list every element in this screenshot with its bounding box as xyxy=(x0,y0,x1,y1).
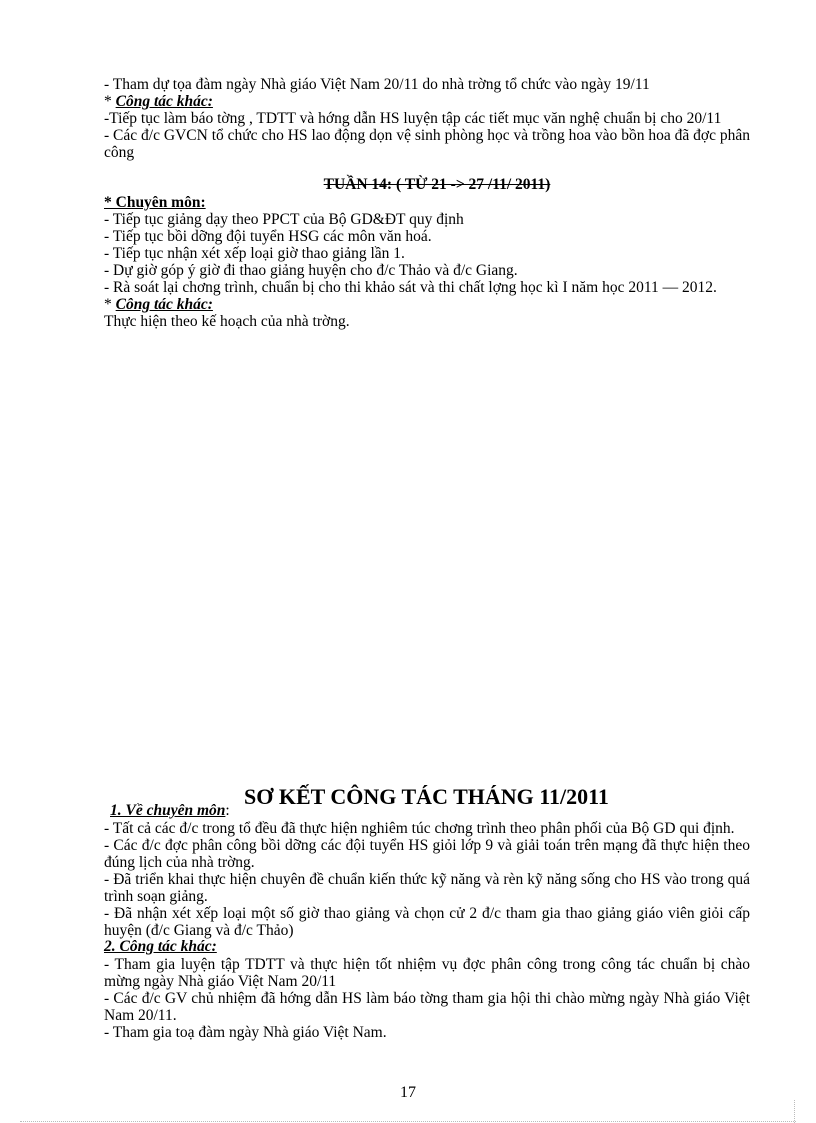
list-item: - Tất cả các đ/c trong tổ đều đã thực hiện nghiêm túc chơng trình theo phân phối của Bộ GD qui định. xyxy=(104,820,735,837)
list-item: - Các đ/c GV chủ nhiệm đã hớng dẫn HS làm báo tờng tham gia hội thi chào mừng ngày Nhà giáo Việt Nam 20/11. xyxy=(104,990,750,1024)
page-border-dotted xyxy=(20,1121,796,1122)
list-item: - Các đ/c đợc phân công bồi dỡng các đội tuyển HS giỏi lớp 9 và giải toán trên mạng đã thực hiện theo đúng lịch của nhà trờng. xyxy=(104,837,750,871)
summary-title: SƠ KẾT CÔNG TÁC THÁNG 11/2011 xyxy=(244,784,609,809)
list-item: - Rà soát lại chơng trình, chuẩn bị cho thi khảo sát và thi chất lợng học kì I năm học 2011 — 2012. xyxy=(104,279,717,296)
section-heading-other: * Công tác khác: xyxy=(104,93,213,110)
paragraph: Thực hiện theo kế hoạch của nhà trờng. xyxy=(104,313,350,330)
list-item: - Dự giờ góp ý giờ đi thao giảng huyện cho đ/c Thảo và đ/c Giang. xyxy=(104,262,518,279)
week-heading: TUẦN 14: ( TỪ 21 -> 27 /11/ 2011) xyxy=(323,176,551,193)
list-item: - Tiếp tục giảng dạy theo PPCT của Bộ GD&ĐT quy định xyxy=(104,211,464,228)
page-border-corner xyxy=(794,1100,795,1123)
section-heading-other: 2. Công tác khác: xyxy=(104,938,217,955)
summary-body xyxy=(104,803,750,1041)
paragraph: - Các đ/c GVCN tổ chức cho HS lao động dọn vệ sinh phòng học và trồng hoa vào bồn hoa đã đợc phân công xyxy=(104,127,750,161)
section-heading-professional: 1. Về chuyên môn: xyxy=(110,802,230,819)
paragraph: - Tham dự tọa đàm ngày Nhà giáo Việt Nam 20/11 do nhà trờng tổ chức vào ngày 19/11 xyxy=(104,76,650,93)
list-item: - Tham gia luyện tập TDTT và thực hiện tốt nhiệm vụ đợc phân công trong công tác chuẩn bị chào mừng ngày Nhà giáo Việt Nam 20/11 xyxy=(104,956,750,990)
section-heading-professional: * Chuyên môn: xyxy=(104,194,206,211)
list-item: - Tham gia toạ đàm ngày Nhà giáo Việt Nam. xyxy=(104,1024,387,1041)
list-item: - Tiếp tục bồi dỡng đội tuyển HSG các môn văn hoá. xyxy=(104,228,432,245)
paragraph: -Tiếp tục làm báo tờng , TDTT và hớng dẫn HS luyện tập các tiết mục văn nghệ chuẩn bị cho 20/11 xyxy=(104,110,722,127)
list-item: - Đã triển khai thực hiện chuyên đề chuẩn kiến thức kỹ năng và rèn kỹ năng sống cho HS vào trong quá trình soạn giảng. xyxy=(104,871,750,905)
document-body xyxy=(104,76,750,330)
section-heading-other: * Công tác khác: xyxy=(104,296,213,313)
page-number: 17 xyxy=(400,1084,416,1101)
list-item: - Tiếp tục nhận xét xếp loại giờ thao giảng lần 1. xyxy=(104,245,405,262)
list-item: - Đã nhận xét xếp loại một số giờ thao giảng và chọn cử 2 đ/c tham gia thao giảng giáo viên giỏi cấp huyện (đ/c Giang và đ/c Thảo) xyxy=(104,905,750,939)
